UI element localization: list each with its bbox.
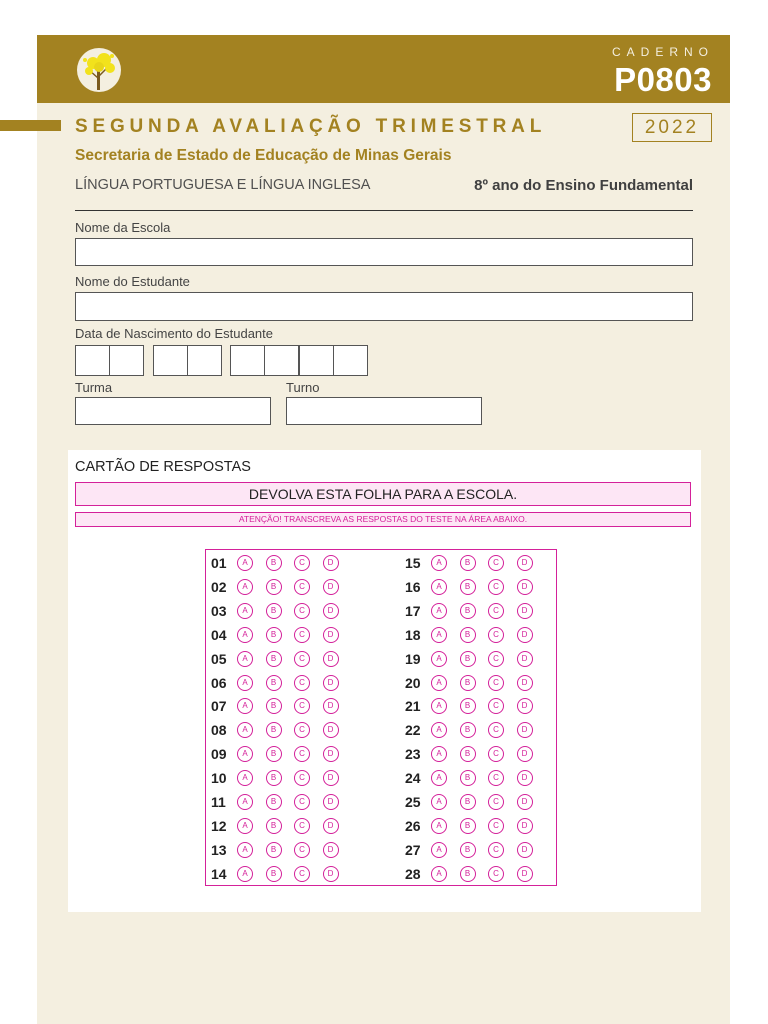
question-number: 04 <box>211 626 227 643</box>
answer-bubble-d[interactable]: D <box>323 722 339 738</box>
answer-bubble-a[interactable]: A <box>237 555 253 571</box>
answer-bubble-c[interactable]: C <box>294 555 310 571</box>
answer-bubble-c[interactable]: C <box>488 651 504 667</box>
answer-bubble-b[interactable]: B <box>460 698 476 714</box>
answer-bubble-d[interactable]: D <box>517 698 533 714</box>
question-number: 16 <box>405 578 421 595</box>
answer-bubble-c[interactable]: C <box>294 603 310 619</box>
answer-row <box>405 792 545 812</box>
question-number: 17 <box>405 602 421 619</box>
answer-row <box>211 577 351 597</box>
question-number: 18 <box>405 626 421 643</box>
school-name-label: Nome da Escola <box>75 220 171 235</box>
answer-bubble-a[interactable]: A <box>237 603 253 619</box>
answer-row <box>211 816 351 836</box>
answer-bubble-d[interactable]: D <box>323 794 339 810</box>
answer-bubble-a[interactable]: A <box>431 627 447 643</box>
answer-bubble-c[interactable]: C <box>488 794 504 810</box>
answer-bubble-c[interactable]: C <box>488 675 504 691</box>
answer-bubble-a[interactable]: A <box>237 746 253 762</box>
answer-bubble-c[interactable]: C <box>294 842 310 858</box>
answer-bubble-b[interactable]: B <box>460 603 476 619</box>
question-number: 09 <box>211 746 227 763</box>
answer-sheet-title: CARTÃO DE RESPOSTAS <box>75 459 251 475</box>
answer-bubble-d[interactable]: D <box>323 842 339 858</box>
answer-bubble-b[interactable]: B <box>266 794 282 810</box>
question-number: 23 <box>405 746 421 763</box>
answer-bubble-d[interactable]: D <box>517 627 533 643</box>
answer-bubble-c[interactable]: C <box>294 866 310 882</box>
answer-row <box>405 816 545 836</box>
answer-bubble-c[interactable]: C <box>294 627 310 643</box>
answer-row <box>405 840 545 860</box>
answer-bubble-a[interactable]: A <box>431 746 447 762</box>
answer-row <box>211 864 351 884</box>
question-number: 05 <box>211 650 227 667</box>
answer-grid <box>205 549 557 886</box>
answer-bubble-b[interactable]: B <box>266 675 282 691</box>
question-number: 14 <box>211 865 227 882</box>
student-name-field[interactable] <box>75 292 693 321</box>
answer-bubble-a[interactable]: A <box>431 603 447 619</box>
answer-bubble-c[interactable]: C <box>488 866 504 882</box>
return-sheet-banner: DEVOLVA ESTA FOLHA PARA A ESCOLA. <box>75 482 691 506</box>
answer-row <box>211 673 351 693</box>
header-bar <box>37 35 730 103</box>
answer-bubble-c[interactable]: C <box>294 579 310 595</box>
answer-bubble-a[interactable]: A <box>431 698 447 714</box>
question-number: 07 <box>211 698 227 715</box>
question-number: 27 <box>405 841 421 858</box>
answer-bubble-d[interactable]: D <box>323 651 339 667</box>
answer-row <box>405 601 545 621</box>
question-number: 26 <box>405 817 421 834</box>
answer-bubble-a[interactable]: A <box>237 698 253 714</box>
answer-bubble-b[interactable]: B <box>460 866 476 882</box>
answer-bubble-d[interactable]: D <box>517 818 533 834</box>
birth-month-digit-1[interactable] <box>153 345 188 376</box>
caderno-label: CADERNO <box>611 45 714 59</box>
answer-row <box>405 696 545 716</box>
answer-bubble-b[interactable]: B <box>266 746 282 762</box>
answer-bubble-b[interactable]: B <box>266 818 282 834</box>
question-number: 11 <box>211 794 226 810</box>
answer-bubble-d[interactable]: D <box>517 651 533 667</box>
page-title: SEGUNDA AVALIAÇÃO TRIMESTRAL <box>75 116 547 137</box>
answer-bubble-d[interactable]: D <box>323 866 339 882</box>
answer-bubble-b[interactable]: B <box>266 842 282 858</box>
answer-bubble-d[interactable]: D <box>323 698 339 714</box>
answer-bubble-a[interactable]: A <box>237 866 253 882</box>
answer-bubble-c[interactable]: C <box>488 698 504 714</box>
answer-bubble-b[interactable]: B <box>460 722 476 738</box>
answer-bubble-b[interactable]: B <box>460 746 476 762</box>
shift-field[interactable] <box>286 397 482 425</box>
class-field[interactable] <box>75 397 271 425</box>
answer-bubble-d[interactable]: D <box>517 770 533 786</box>
answer-bubble-d[interactable]: D <box>517 603 533 619</box>
answer-bubble-b[interactable]: B <box>460 675 476 691</box>
answer-bubble-a[interactable]: A <box>431 722 447 738</box>
birth-year-digit-4[interactable] <box>333 345 368 376</box>
question-number: 08 <box>211 722 227 739</box>
answer-bubble-b[interactable]: B <box>266 603 282 619</box>
caderno-code: P0803 <box>614 61 712 98</box>
answer-bubble-c[interactable]: C <box>488 579 504 595</box>
question-number: 06 <box>211 674 227 691</box>
answer-bubble-c[interactable]: C <box>294 746 310 762</box>
answer-bubble-c[interactable]: C <box>488 818 504 834</box>
answer-bubble-b[interactable]: B <box>460 818 476 834</box>
question-number: 21 <box>405 698 421 715</box>
answer-bubble-d[interactable]: D <box>517 842 533 858</box>
answer-bubble-c[interactable]: C <box>294 698 310 714</box>
birth-day-digit-2[interactable] <box>109 345 144 376</box>
answer-bubble-c[interactable]: C <box>294 770 310 786</box>
answer-row <box>405 649 545 669</box>
answer-bubble-d[interactable]: D <box>323 818 339 834</box>
question-number: 19 <box>405 650 421 667</box>
answer-bubble-c[interactable]: C <box>294 722 310 738</box>
answer-bubble-a[interactable]: A <box>431 675 447 691</box>
answer-bubble-c[interactable]: C <box>488 555 504 571</box>
answer-bubble-a[interactable]: A <box>237 651 253 667</box>
answer-row <box>405 577 545 597</box>
answer-bubble-d[interactable]: D <box>517 722 533 738</box>
question-number: 01 <box>211 555 227 571</box>
answer-row <box>211 625 351 645</box>
answer-bubble-b[interactable]: B <box>266 866 282 882</box>
question-number: 13 <box>211 841 227 858</box>
answer-row <box>211 744 351 764</box>
answer-bubble-a[interactable]: A <box>431 818 447 834</box>
answer-bubble-d[interactable]: D <box>517 555 533 571</box>
answer-row <box>405 744 545 764</box>
answer-row <box>405 768 545 788</box>
answer-bubble-b[interactable]: B <box>460 555 476 571</box>
answer-bubble-a[interactable]: A <box>431 866 447 882</box>
answer-bubble-d[interactable]: D <box>323 770 339 786</box>
birth-date-label: Data de Nascimento do Estudante <box>75 326 274 341</box>
answer-row <box>405 673 545 693</box>
answer-bubble-a[interactable]: A <box>237 579 253 595</box>
answer-bubble-b[interactable]: B <box>460 579 476 595</box>
shift-label: Turno <box>286 380 320 395</box>
answer-bubble-b[interactable]: B <box>460 627 476 643</box>
answer-bubble-d[interactable]: D <box>323 746 339 762</box>
answer-bubble-c[interactable]: C <box>488 842 504 858</box>
question-number: 03 <box>211 602 227 619</box>
answer-bubble-c[interactable]: C <box>294 675 310 691</box>
answer-bubble-a[interactable]: A <box>431 770 447 786</box>
answer-bubble-a[interactable]: A <box>431 794 447 810</box>
answer-row <box>405 864 545 884</box>
divider <box>75 210 693 211</box>
student-name-label: Nome do Estudante <box>75 274 190 289</box>
answer-bubble-a[interactable]: A <box>237 770 253 786</box>
birth-day-digit-1[interactable] <box>75 345 110 376</box>
school-name-field[interactable] <box>75 238 693 266</box>
answer-bubble-d[interactable]: D <box>517 746 533 762</box>
answer-row <box>211 553 351 573</box>
answer-row <box>211 768 351 788</box>
answer-bubble-b[interactable]: B <box>460 770 476 786</box>
question-number: 15 <box>405 555 421 571</box>
answer-bubble-a[interactable]: A <box>431 651 447 667</box>
answer-bubble-d[interactable]: D <box>517 794 533 810</box>
year-badge: 2022 <box>632 113 712 142</box>
answer-bubble-b[interactable]: B <box>266 651 282 667</box>
answer-bubble-b[interactable]: B <box>266 579 282 595</box>
answer-bubble-d[interactable]: D <box>323 579 339 595</box>
side-accent-bar <box>0 120 61 131</box>
question-number: 25 <box>405 794 421 810</box>
answer-bubble-a[interactable]: A <box>431 555 447 571</box>
answer-bubble-a[interactable]: A <box>431 579 447 595</box>
answer-bubble-c[interactable]: C <box>488 746 504 762</box>
answer-bubble-a[interactable]: A <box>237 842 253 858</box>
birth-month-digit-2[interactable] <box>187 345 222 376</box>
subject-label: LÍNGUA PORTUGUESA E LÍNGUA INGLESA <box>75 177 371 193</box>
answer-row <box>211 720 351 740</box>
answer-row <box>211 601 351 621</box>
question-number: 28 <box>405 865 421 882</box>
birth-year-digit-1[interactable] <box>230 345 265 376</box>
answer-row <box>211 840 351 860</box>
answer-bubble-b[interactable]: B <box>460 794 476 810</box>
answer-row <box>211 696 351 716</box>
question-number: 22 <box>405 722 421 739</box>
birth-year-digit-2[interactable] <box>264 345 299 376</box>
grade-label: 8º ano do Ensino Fundamental <box>474 177 693 194</box>
answer-bubble-d[interactable]: D <box>323 675 339 691</box>
answer-bubble-b[interactable]: B <box>266 722 282 738</box>
answer-bubble-d[interactable]: D <box>517 675 533 691</box>
answer-bubble-a[interactable]: A <box>237 794 253 810</box>
answer-row <box>405 720 545 740</box>
answer-row <box>211 649 351 669</box>
answer-bubble-d[interactable]: D <box>517 579 533 595</box>
answer-bubble-a[interactable]: A <box>237 627 253 643</box>
answer-row <box>405 625 545 645</box>
tree-sun-logo-icon <box>77 48 121 92</box>
question-number: 20 <box>405 674 421 691</box>
answer-bubble-c[interactable]: C <box>294 651 310 667</box>
secretariat-subtitle: Secretaria de Estado de Educação de Minas Gerais <box>75 147 452 164</box>
question-number: 10 <box>211 770 227 787</box>
answer-bubble-b[interactable]: B <box>460 651 476 667</box>
attention-notice: ATENÇÃO! TRANSCREVA AS RESPOSTAS DO TESTE NA ÁREA ABAIXO. <box>75 512 691 527</box>
answer-bubble-a[interactable]: A <box>237 818 253 834</box>
answer-bubble-d[interactable]: D <box>517 866 533 882</box>
answer-bubble-c[interactable]: C <box>488 603 504 619</box>
answer-bubble-d[interactable]: D <box>323 627 339 643</box>
answer-bubble-c[interactable]: C <box>488 722 504 738</box>
answer-bubble-b[interactable]: B <box>266 698 282 714</box>
answer-bubble-b[interactable]: B <box>266 627 282 643</box>
answer-bubble-c[interactable]: C <box>488 770 504 786</box>
answer-bubble-b[interactable]: B <box>266 555 282 571</box>
answer-bubble-c[interactable]: C <box>294 794 310 810</box>
question-number: 02 <box>211 578 227 595</box>
answer-row <box>405 553 545 573</box>
answer-bubble-a[interactable]: A <box>237 675 253 691</box>
answer-row <box>211 792 351 812</box>
answer-bubble-c[interactable]: C <box>294 818 310 834</box>
answer-bubble-a[interactable]: A <box>237 722 253 738</box>
answer-bubble-a[interactable]: A <box>431 842 447 858</box>
birth-year-digit-3[interactable] <box>299 345 334 376</box>
answer-bubble-b[interactable]: B <box>460 842 476 858</box>
question-number: 24 <box>405 770 421 787</box>
answer-bubble-b[interactable]: B <box>266 770 282 786</box>
answer-bubble-c[interactable]: C <box>488 627 504 643</box>
answer-bubble-d[interactable]: D <box>323 555 339 571</box>
question-number: 12 <box>211 817 227 834</box>
class-label: Turma <box>75 380 113 395</box>
answer-bubble-d[interactable]: D <box>323 603 339 619</box>
